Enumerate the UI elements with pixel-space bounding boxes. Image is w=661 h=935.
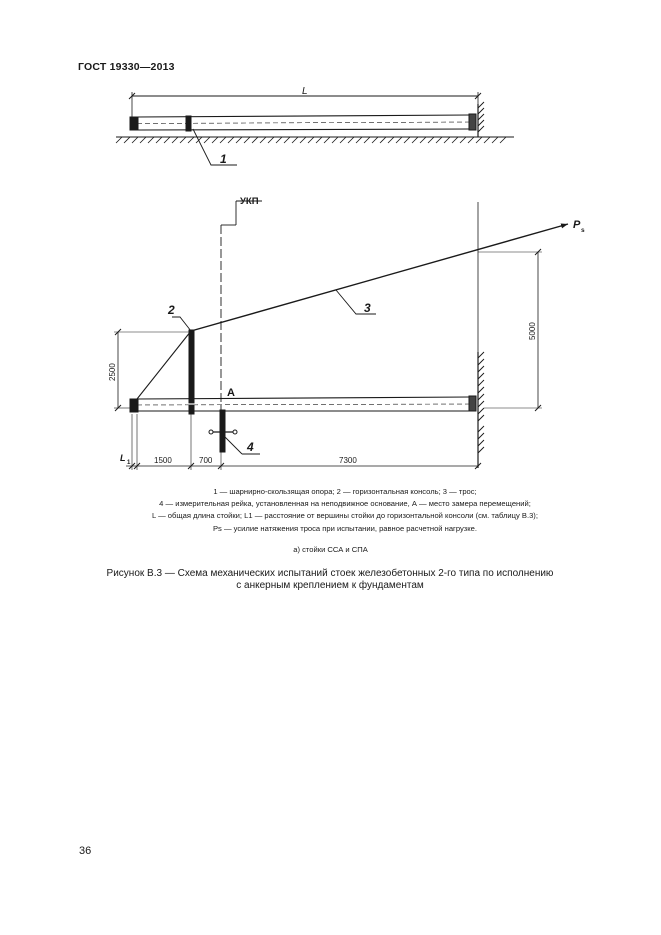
legend-line-2: 4 — измерительная рейка, установленная на неподвижное основание, А — место замера перемещений;	[159, 499, 531, 509]
force-label-subscript: s	[581, 227, 585, 234]
dim-1500-label: 1500	[154, 456, 172, 465]
length-label-L: L	[302, 86, 308, 97]
dim-l1-label: L	[120, 453, 126, 463]
horizontal-console	[189, 330, 194, 414]
dim-700-label: 700	[199, 456, 213, 465]
cable	[191, 224, 568, 331]
legend-line-3: L — общая длина стойки; L1 — расстояние от вершины стойки до горизонтальной консоли (см. таблицу В.3);	[152, 511, 538, 521]
dim-7300-label: 7300	[339, 456, 357, 465]
top-view	[116, 92, 514, 165]
callout-2: 2	[168, 303, 175, 317]
measuring-rod	[220, 410, 225, 452]
dim-l1-subscript: 1	[127, 460, 131, 466]
hinge-support	[130, 399, 138, 412]
document-header: ГОСТ 19330—2013	[78, 61, 175, 73]
side-view	[114, 201, 568, 470]
figure-caption-line-1: Рисунок В.3 — Схема механических испытаний стоек железобетонных 2-го типа по исполнению	[106, 568, 554, 579]
figure-caption-line-2: с анкерным креплением к фундаментам	[236, 579, 424, 591]
callout-1: 1	[220, 152, 227, 166]
figure-caption	[80, 568, 580, 591]
subfigure-caption: а) стойки ССА и СПА	[293, 545, 368, 554]
callout-4: 4	[247, 440, 254, 454]
hinge-support-top	[130, 117, 138, 130]
figure-legend	[100, 486, 590, 535]
callout-3: 3	[364, 301, 371, 315]
point-a-label: A	[227, 387, 235, 399]
legend-line-1: 1 — шарнирно-скользящая опора; 2 — горизонтальная консоль; 3 — трос;	[213, 487, 477, 496]
pole-outline-top	[137, 397, 470, 399]
force-label: P	[573, 219, 581, 231]
ukp-label: УКП	[240, 196, 259, 207]
dim-5000-label: 5000	[528, 322, 537, 340]
dim-2500-label: 2500	[108, 363, 117, 381]
legend-line-4: Ps — усилие натяжения троса при испытании, равное расчетной нагрузке.	[212, 523, 477, 533]
page-number: 36	[79, 845, 92, 857]
